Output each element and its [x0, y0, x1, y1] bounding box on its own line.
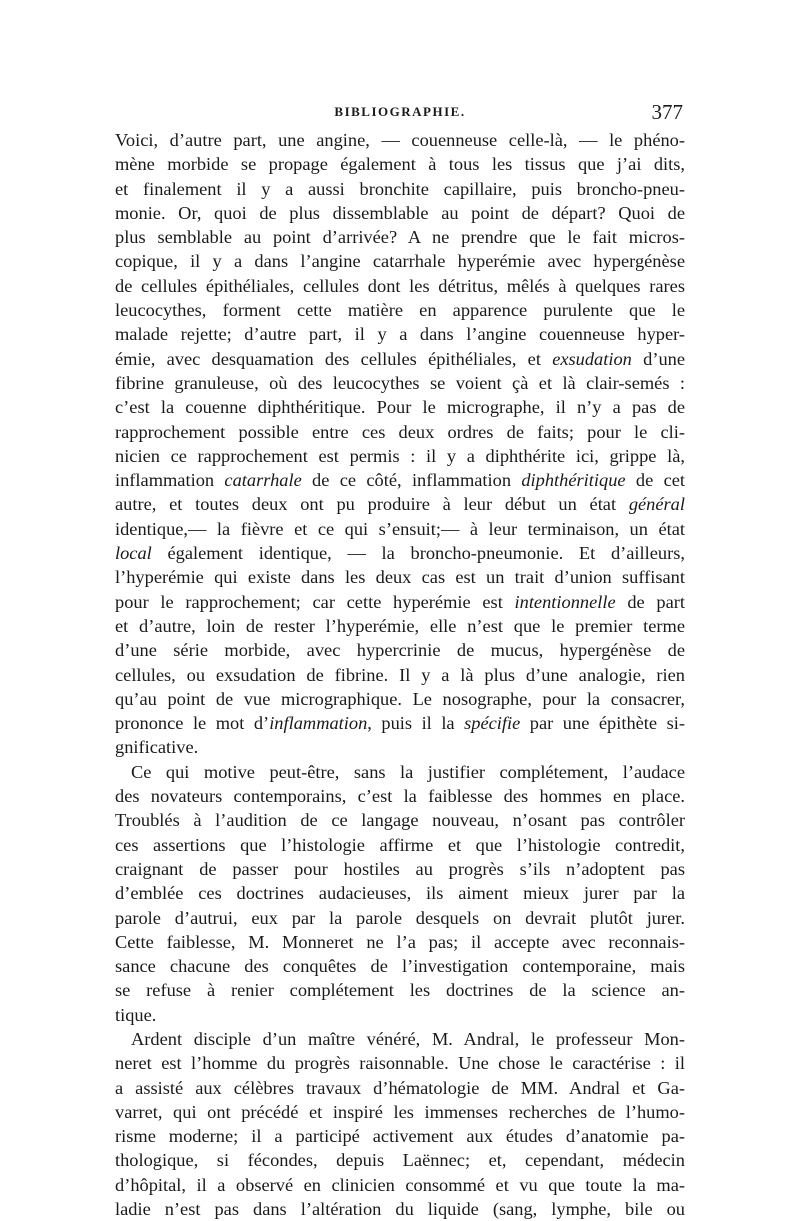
- text-segment: , puis il la: [367, 713, 465, 734]
- text-segment: inflammation: [115, 470, 225, 491]
- text-line: [115, 468, 685, 492]
- text-segment: c’est la couenne diphthéritique. Pour le micrographe, il n’y a pas de: [115, 397, 685, 418]
- text-segment: et finalement il y a aussi bronchite capillaire, puis broncho-pneu-: [115, 178, 685, 199]
- text-line: [115, 687, 685, 711]
- text-segment: nicien ce rapprochement est permis : il y a diphthérite ici, grippe là,: [115, 445, 685, 466]
- text-line: [115, 322, 685, 346]
- text-line: [115, 225, 685, 249]
- text-line: [115, 1051, 685, 1075]
- running-title: BIBLIOGRAPHIE.: [334, 104, 466, 119]
- text-segment: des novateurs contemporains, c’est la faiblesse des hommes en place.: [115, 786, 685, 807]
- text-segment: de part: [615, 591, 685, 612]
- text-line: [115, 541, 685, 565]
- text-segment: d’une: [631, 348, 685, 369]
- text-segment: ces assertions que l’histologie affirme et que l’histologie contredit,: [115, 834, 685, 855]
- text-segment: thologique, si fécondes, depuis Laënnec; et, cependant, médecin: [115, 1150, 685, 1171]
- italic-text: intentionnelle: [514, 591, 616, 612]
- text-segment: plus semblable au point d’arrivée? A ne prendre que le fait micros-: [115, 227, 685, 248]
- text-line: [115, 784, 685, 808]
- italic-text: spécifie: [464, 713, 521, 734]
- text-line: [115, 444, 685, 468]
- text-segment: fibrine granuleuse, où des leucocythes se voient çà et là clair-semés :: [115, 372, 685, 393]
- text-segment: a assisté aux célèbres travaux d’hématologie de MM. Andral et Ga-: [115, 1077, 685, 1098]
- text-line: [115, 833, 685, 857]
- text-line: [115, 954, 685, 978]
- text-segment: ladie n’est pas dans l’altération du liquide (sang, lymphe, bile ou: [115, 1199, 685, 1220]
- text-segment: monie. Or, quoi de plus dissemblable au point de départ? Quoi de: [115, 202, 685, 223]
- text-line: [115, 177, 685, 201]
- italic-text: exsudation: [552, 348, 632, 369]
- text-line: [115, 395, 685, 419]
- text-line: [115, 590, 685, 614]
- text-line: [115, 249, 685, 273]
- body-text: [115, 128, 685, 1221]
- text-segment: émie, avec desquamation des cellules épithéliales, et: [115, 348, 553, 369]
- page-header: [115, 100, 685, 124]
- text-segment: parole d’autrui, eux par la parole desquels on devrait plutôt jurer.: [115, 907, 685, 928]
- text-line: [115, 1124, 685, 1148]
- text-segment: de ce côté, inflammation: [301, 470, 522, 491]
- text-segment: d’une série morbide, avec hypercrinie de mucus, hypergénèse de: [115, 640, 685, 661]
- text-segment: autre, et toutes deux ont pu produire à leur début un état: [115, 494, 629, 515]
- text-line: [115, 201, 685, 225]
- text-segment: d’hôpital, il a observé en clinicien consommé et vu que toute la ma-: [115, 1174, 685, 1195]
- text-line: [115, 1076, 685, 1100]
- text-segment: également identique, — la broncho-pneumonie. Et d’ailleurs,: [151, 543, 685, 564]
- italic-text: diphthéritique: [521, 470, 626, 491]
- text-line: [115, 347, 685, 371]
- text-segment: pour le rapprochement; car cette hyperémie est: [115, 591, 515, 612]
- italic-text: catarrhale: [224, 470, 302, 491]
- text-line: [115, 128, 685, 152]
- text-segment: neret est l’homme du progrès raisonnable. Une chose le caractérise : il: [115, 1053, 685, 1074]
- text-line: [115, 420, 685, 444]
- text-segment: Ce qui motive peut-être, sans la justifier complétement, l’audace: [131, 761, 685, 782]
- text-segment: de cellules épithéliales, cellules dont les détritus, mêlés à quelques rares: [115, 275, 685, 296]
- text-segment: par une épithète si-: [520, 713, 685, 734]
- text-line: [115, 1100, 685, 1124]
- text-segment: Cette faiblesse, M. Monneret ne l’a pas; il accepte avec reconnais-: [115, 931, 685, 952]
- text-line: [115, 881, 685, 905]
- text-segment: Troublés à l’audition de ce langage nouveau, n’osant pas contrôler: [115, 810, 685, 831]
- text-segment: identique,— la fièvre et ce qui s’ensuit;— à leur terminaison, un état: [115, 518, 685, 539]
- text-line: [115, 1027, 685, 1051]
- page-number: 377: [651, 100, 683, 124]
- text-line: [115, 1148, 685, 1172]
- text-line: [115, 735, 685, 759]
- text-segment: mène morbide se propage également à tous les tissus que j’ai dits,: [115, 154, 685, 175]
- italic-text: inflammation: [269, 713, 368, 734]
- text-segment: Ardent disciple d’un maître vénéré, M. Andral, le professeur Mon-: [131, 1028, 685, 1049]
- text-line: [115, 517, 685, 541]
- text-line: [115, 1197, 685, 1221]
- text-segment: d’emblée ces doctrines audacieuses, ils aiment mieux jurer par la: [115, 883, 685, 904]
- text-line: [115, 152, 685, 176]
- text-segment: prononce le mot d’: [115, 713, 270, 734]
- text-line: [115, 808, 685, 832]
- text-segment: tique.: [115, 1004, 157, 1025]
- text-segment: se refuse à renier complétement les doctrines de la science an-: [115, 980, 685, 1001]
- text-line: [115, 906, 685, 930]
- text-line: [115, 1003, 685, 1027]
- text-line: [115, 663, 685, 687]
- text-line: [115, 760, 685, 784]
- text-segment: leucocythes, forment cette matière en apparence purulente que le: [115, 300, 685, 321]
- italic-text: général: [628, 494, 685, 515]
- text-segment: Voici, d’autre part, une angine, — couenneuse celle-là, — le phéno-: [115, 130, 685, 150]
- text-segment: sance chacune des conquêtes de l’investigation contemporaine, mais: [115, 956, 685, 977]
- text-segment: craignant de passer pour hostiles au progrès s’ils n’adoptent pas: [115, 858, 685, 879]
- text-segment: qu’au point de vue micrographique. Le nosographe, pour la consacrer,: [115, 688, 685, 709]
- text-line: [115, 638, 685, 662]
- text-segment: l’hyperémie qui existe dans les deux cas est un trait d’union suffisant: [115, 567, 685, 588]
- italic-text: local: [115, 543, 152, 564]
- text-line: [115, 371, 685, 395]
- text-segment: cellules, ou exsudation de fibrine. Il y a là plus d’une analogie, rien: [115, 664, 685, 685]
- text-line: [115, 978, 685, 1002]
- text-segment: copique, il y a dans l’angine catarrhale hyperémie avec hypergénèse: [115, 251, 685, 272]
- text-line: [115, 711, 685, 735]
- text-segment: malade rejette; d’autre part, il y a dans l’angine couenneuse hyper-: [115, 324, 685, 345]
- text-segment: gnificative.: [115, 737, 199, 758]
- text-line: [115, 614, 685, 638]
- text-segment: rapprochement possible entre ces deux ordres de faits; pour le cli-: [115, 421, 685, 442]
- text-line: [115, 1173, 685, 1197]
- text-line: [115, 857, 685, 881]
- text-line: [115, 565, 685, 589]
- text-segment: de cet: [625, 470, 685, 491]
- text-line: [115, 930, 685, 954]
- text-segment: risme moderne; il a participé activement aux études d’anatomie pa-: [115, 1126, 685, 1147]
- text-line: [115, 492, 685, 516]
- text-segment: et d’autre, loin de rester l’hyperémie, elle n’est que le premier terme: [115, 615, 685, 636]
- text-line: [115, 274, 685, 298]
- text-segment: varret, qui ont précédé et inspiré les immenses recherches de l’humo-: [115, 1101, 685, 1122]
- text-line: [115, 298, 685, 322]
